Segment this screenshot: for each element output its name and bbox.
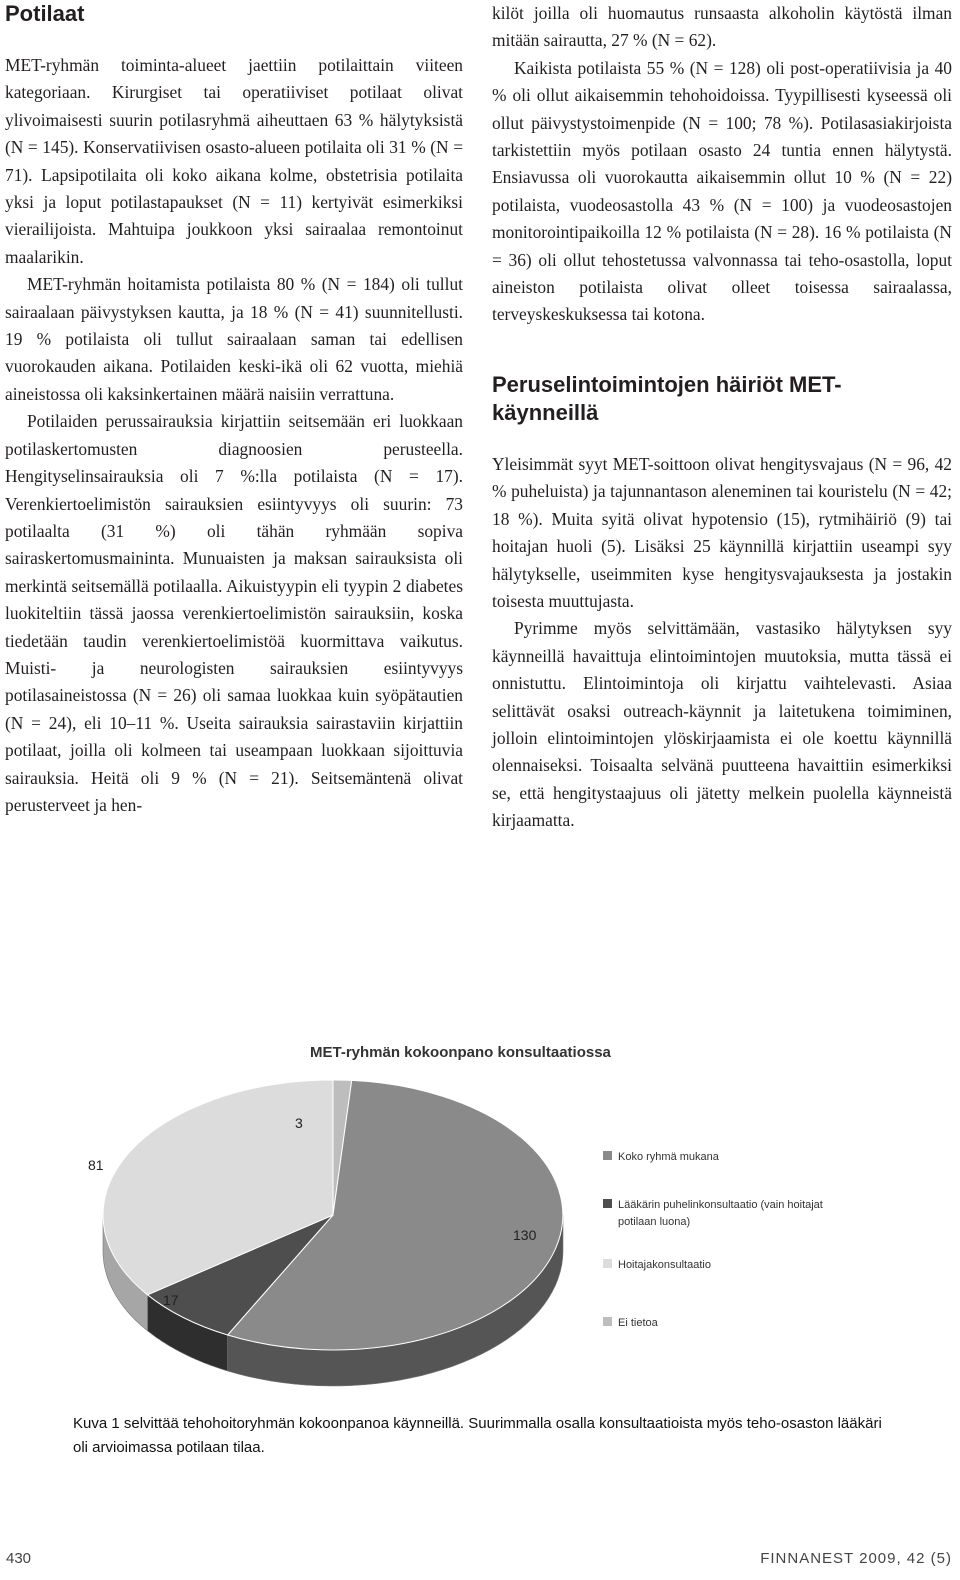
paragraph-5: Kaikista potilaista 55 % (N = 128) oli post-operatiivisia ja 40 % oli ollut aikaisemmin tehohoidoissa. Tyypillisesti kyseessä oli ollut päivystystoimenpide (N = 100; 78 %). Potilasasiakirjoista tarkistettiin myös potilaan osasto 24 tuntia ennen hälytystä. Ensiavussa oli vuorokautta aikaisemmin ollut 10 % (N = 22) potilaista, vuodeosastolla 43 % (N = 100) ja vuodeosastojen monitorointipaikoilla 12 % potilaista (N = 28). 16 % potilaista (N = 36) oli ollut tehostetussa valvonnassa tai teho-osastolla, loput aineiston potilaista olivat olleet toisessa sairaalassa, terveyskeskuksessa tai kotona. — [492, 57, 952, 325]
paragraph-1: MET-ryhmän toiminta-alueet jaettiin potilaittain viiteen kategoriaan. Kirurgiset tai operatiiviset potilaat olivat ylivoimaisesti suurin potilasryhmä aiheuttaen 63 % hälytyksistä (N = 145). Konservatiivisen osasto-alueen potilaita oli 31 % (N = 71). Lapsipotilaita oli koko aikana kolme, obstetrisia potilaita yksi ja loput potilastapaukset (N = 11) kertyivät esimerkiksi vierailijoista. Mahtuipa joukkoon yksi sairaalaa remontoinut maalarikin. — [5, 55, 463, 267]
pie-value-label: 17 — [163, 1292, 179, 1308]
pie-chart — [63, 1020, 903, 1470]
journal-name: FINNANEST 2009, 42 (5) — [760, 1550, 952, 1567]
paragraph-6: Yleisimmät syyt MET-soittoon olivat hengitysvajaus (N = 96, 42 % puheluista) ja tajunnantason aleneminen tai kouristelu (N = 42; 18 %). Muita syitä olivat hypotensio (15), rytmihäiriö (9) tai hoitajan huoli (5). Lisäksi 25 käynnillä kirjattiin useampi syy hälytykselle, useimmiten kyse hengitysvajauksesta ja jostakin toisesta muuttujasta. — [492, 453, 952, 611]
page-footer — [0, 1548, 960, 1572]
legend-label: Hoitajakonsultaatio — [618, 1259, 711, 1271]
legend-swatch — [603, 1151, 612, 1160]
left-column — [5, 0, 463, 819]
legend-label: Ei tietoa — [618, 1317, 658, 1329]
section-heading-potilaat: Potilaat — [5, 1, 85, 26]
legend-label: potilaan luona) — [618, 1216, 691, 1228]
pie-chart-figure — [63, 1020, 903, 1470]
pie-value-label: 81 — [88, 1157, 104, 1173]
pie-value-label: 130 — [513, 1227, 537, 1243]
paragraph-2: MET-ryhmän hoitamista potilaista 80 % (N = 184) oli tullut sairaalaan päivystyksen kautta, ja 18 % (N = 41) suunnitellusti. 19 % potilaista oli tullut sairaalaan saman tai edellisen vuorokauden aikana. Potilaiden keski-ikä oli 62 vuotta, miehiä aineistossa oli kaksinkertainen määrä naisiin verrattuna. — [5, 274, 463, 404]
page-number: 430 — [6, 1550, 32, 1567]
paragraph-3: Potilaiden perussairauksia kirjattiin seitsemään eri luokkaan potilaskertomusten diagnoosien perusteella. Hengityselinsairauksia oli 7 %:lla potilaista (N = 17). Verenkiertoelimistön sairauksien esiintyvyys oli suurin: 73 potilaalta (31 %) oli tähän ryhmään sopiva sairaskertomusmaininta. Munuaisten ja maksan sairauksista oli merkintä seitsemällä potilaalla. Aikuistyypin eli tyypin 2 diabetes luokiteltiin tässä jaossa verenkiertoelimistön sairauksiin, koska tiedetään taudin verenkiertoelimistöä kuormittava vaikutus. Muisti- ja neurologisten sairauksien esiintyvyys potilasaineistossa (N = 26) oli samaa luokkaa kuin syöpätautien (N = 24), eli 10–11 %. Useita sairauksia sairastaviin kirjattiin potilaat, joilla oli kolmeen tai useampaan luokkaan sijoittuvia sairauksia. Heitä oli 9 % (N = 21). Seitsemäntenä olivat perusterveet ja hen- — [5, 411, 463, 815]
legend-swatch — [603, 1259, 612, 1268]
legend-label: Lääkärin puhelinkonsultaatio (vain hoitajat — [618, 1199, 823, 1211]
legend-swatch — [603, 1199, 612, 1208]
legend-swatch — [603, 1317, 612, 1326]
pie-value-label: 3 — [295, 1115, 303, 1131]
paragraph-7: Pyrimme myös selvittämään, vastasiko hälytyksen syy käynneillä havaittuja elintoimintojen muutoksia, mutta tässä ei onnistuttu. Elintoimintoja oli kirjattu vaihtelevasti. Asiaa selittävät osaksi outreach-käynnit ja laitetukena toimiminen, jolloin elintoimintojen ylöskirjaamista ei ole koettu käynnillä olennaiseksi. Toisaalta selvänä puutteena havaittiin esimerkiksi se, että hengitystaajuus oli jätetty melkein puolella käynneistä kirjaamatta. — [492, 618, 952, 831]
section-heading-peruselintoiminnot: Peruselintoimintojen häiriöt MET-käynneillä — [492, 371, 842, 425]
chart-title: MET-ryhmän kokoonpano konsultaatiossa — [310, 1044, 611, 1061]
paragraph-4: kilöt joilla oli huomautus runsaasta alkoholin käytöstä ilman mitään sairautta, 27 % (N = 62). — [492, 3, 952, 51]
right-column — [492, 0, 952, 835]
figure-caption: Kuva 1 selvittää tehohoitoryhmän kokoonpanoa käynneillä. Suurimmalla osalla konsultaatioista myös teho-osaston lääkäri oli arvioimassa potilaan tilaa. — [73, 1415, 882, 1456]
legend-label: Koko ryhmä mukana — [618, 1151, 719, 1163]
